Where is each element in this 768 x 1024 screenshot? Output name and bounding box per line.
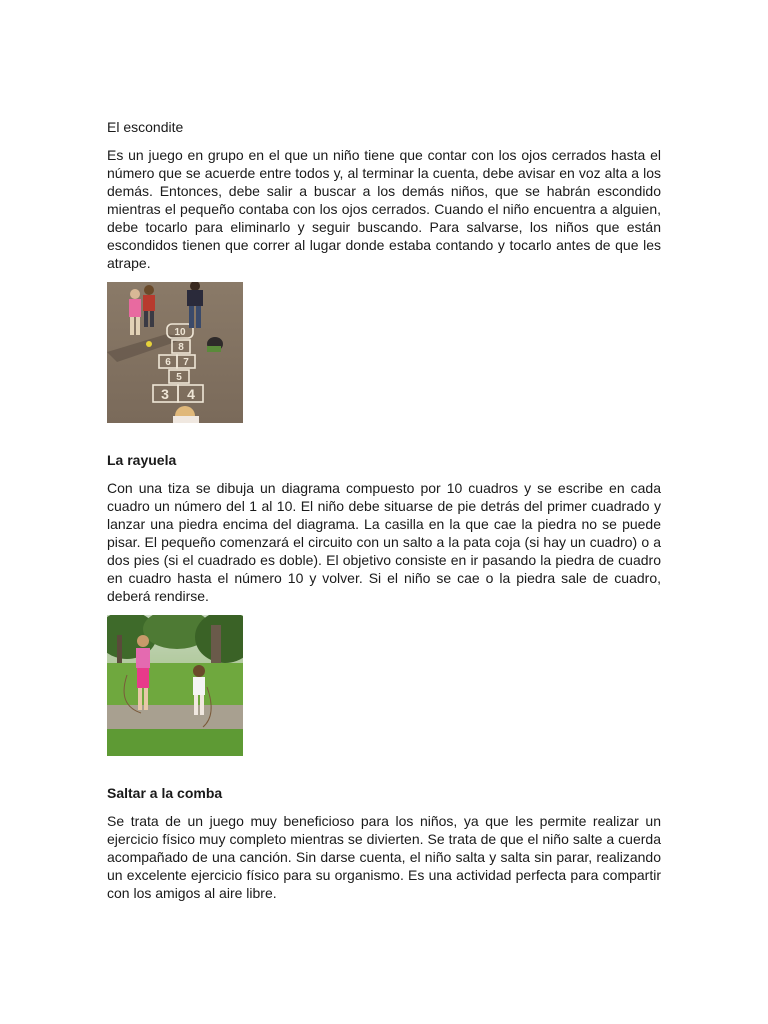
section-heading-comba: Saltar a la comba — [107, 785, 223, 801]
hopscotch-number: 10 — [174, 327, 186, 338]
jump-rope-photo — [107, 615, 243, 756]
section-body-escondite: Es un juego en grupo en el que un niño tiene que contar con los ojos cerrados hasta el número que se acuerde entre todos y, al terminar la cuenta, debe avisar en voz alta a los demás. Entonces, debe salir a buscar a los demás niños, que se habrán escondido mientras el pequeño contaba con los ojos cerrados. Cuando el niño encuentra a alguien, debe tocarlo para eliminarlo y seguir buscando. Para salvarse, los niños que están escondidos tienen que correr al lugar donde estaba contando y tocarlo antes de que les atrape. — [107, 147, 661, 271]
hopscotch-number: 4 — [187, 386, 195, 402]
hopscotch-number: 8 — [178, 342, 184, 353]
hopscotch-number: 3 — [161, 386, 169, 402]
section-heading-escondite: El escondite — [107, 119, 184, 135]
section-heading-rayuela: La rayuela — [107, 452, 177, 468]
hopscotch-photo — [107, 282, 243, 423]
section-body-rayuela: Con una tiza se dibuja un diagrama compuesto por 10 cuadros y se escribe en cada cuadro un número del 1 al 10. El niño debe situarse de pie detrás del primer cuadrado y lanzar una piedra encima del diagrama. La casilla en la que cae la piedra no se puede pisar. El pequeño comenzará el circuito con un salto a la pata coja (si hay un cuadro) o a dos pies (si el cuadrado es doble). El objetivo consiste en ir pasando la piedra de cuadro en cuadro hasta el número 10 y volver. Si el niño se cae o la piedra sale de cuadro, deberá rendirse. — [107, 480, 661, 604]
hopscotch-number: 6 — [165, 357, 171, 368]
section-body-comba: Se trata de un juego muy beneficioso para los niños, ya que les permite realizar un ejercicio físico muy completo mientras se divierten. Se trata de que el niño salte a cuerda acompañado de una canción. Sin darse cuenta, el niño salta y salta sin parar, realizando un excelente ejercicio físico para su organismo. Es una actividad perfecta para compartir con los amigos al aire libre. — [107, 813, 661, 901]
hopscotch-number: 5 — [176, 372, 182, 383]
hopscotch-number: 7 — [183, 357, 189, 368]
document-page — [107, 118, 661, 902]
